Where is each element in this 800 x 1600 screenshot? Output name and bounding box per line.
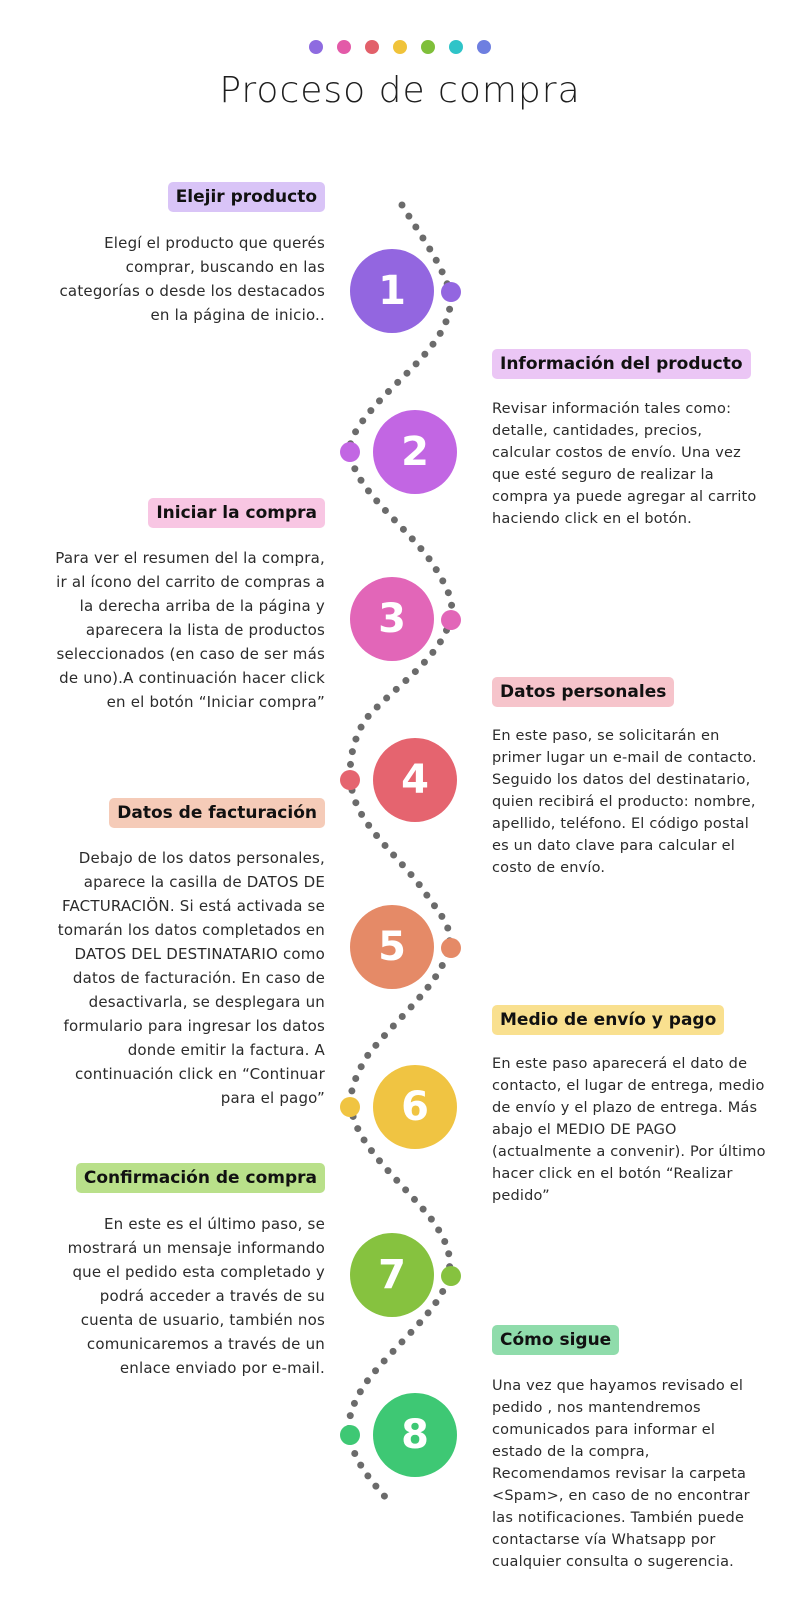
page-title: Proceso de compra: [219, 70, 581, 111]
step-8-number-circle: 8: [373, 1393, 457, 1477]
step-2-title: Información del producto: [492, 349, 751, 379]
step-3-title: Iniciar la compra: [148, 498, 325, 528]
step-8-path-marker: [340, 1425, 360, 1445]
step-6-path-marker: [340, 1097, 360, 1117]
step-4-title: Datos personales: [492, 677, 674, 707]
step-6-title: Medio de envío y pago: [492, 1005, 724, 1035]
header-dot: [393, 40, 407, 54]
step-7-title: Confirmación de compra: [76, 1163, 325, 1193]
step-5-title: Datos de facturación: [109, 798, 325, 828]
step-1-title: Elejir producto: [168, 182, 325, 212]
step-8-description: Una vez que hayamos revisado el pedido , nos mantendremos comunicados para informar el estado de la compra, Recomendamos revisar la carpeta <Spam>, en caso de no encontrar las notificaciones. También puede contactarse vía Whatsapp por cualquier consulta o sugerencia.: [492, 1378, 750, 1570]
step-4-number-circle: 4: [373, 738, 457, 822]
step-3-description: Para ver el resumen del la compra, ir al ícono del carrito de compras a la derecha arriba de la página y aparecera la lista de productos seleccionados (en caso de ser más de uno).A continuación hacer click en el botón “Iniciar compra”: [55, 549, 325, 711]
header-color-dots: [0, 40, 800, 56]
step-6-description: En este paso aparecerá el dato de contacto, el lugar de entrega, medio de envío y el plazo de entrega. Más abajo el MEDIO DE PAGO (actualmente a convenir). Por último hacer click en el botón “Realizar pedido”: [492, 1056, 766, 1204]
step-7-path-marker: [441, 1266, 461, 1286]
step-1-description: Elegí el producto que querés comprar, buscando en las categorías o desde los destacados en la página de inicio..: [59, 234, 325, 324]
step-2-number-circle: 2: [373, 410, 457, 494]
header-dot: [449, 40, 463, 54]
step-3-number-circle: 3: [350, 577, 434, 661]
step-2-description: Revisar información tales como: detalle, cantidades, precios, calcular costos de envío. Una vez que esté seguro de realizar la compra ya puede agregar al carrito haciendo click en el botón.: [492, 401, 757, 527]
step-2-path-marker: [340, 442, 360, 462]
header-dot: [337, 40, 351, 54]
step-1-path-marker: [441, 282, 461, 302]
step-3-path-marker: [441, 610, 461, 630]
step-7-description: En este es el último paso, se mostrará un mensaje informando que el pedido esta completado y podrá acceder a través de su cuenta de usuario, también nos comunicaremos a través de un enlace enviado por e-mail.: [67, 1215, 325, 1377]
header-dot: [421, 40, 435, 54]
step-5-number-circle: 5: [350, 905, 434, 989]
header-dot: [477, 40, 491, 54]
step-4-description: En este paso, se solicitarán en primer lugar un e-mail de contacto. Seguido los datos del destinatario, quien recibirá el producto: nombre, apellido, teléfono. El código postal es un dato clave para calcular el costo de envío.: [492, 728, 757, 876]
step-5-description: Debajo de los datos personales, aparece la casilla de DATOS DE FACTURACIÖN. Si está activada se tomarán los datos completados en DATOS DEL DESTINATARIO como datos de facturación. En caso de desactivarla, se desplegara un formulario para ingresar los datos donde emitir la factura. A continuación click en “Continuar para el pago”: [57, 849, 325, 1107]
step-6-number-circle: 6: [373, 1065, 457, 1149]
step-1-number-circle: 1: [350, 249, 434, 333]
step-5-path-marker: [441, 938, 461, 958]
header-dot: [365, 40, 379, 54]
step-8-title: Cómo sigue: [492, 1325, 619, 1355]
header-dot: [309, 40, 323, 54]
step-7-number-circle: 7: [350, 1233, 434, 1317]
step-4-path-marker: [340, 770, 360, 790]
